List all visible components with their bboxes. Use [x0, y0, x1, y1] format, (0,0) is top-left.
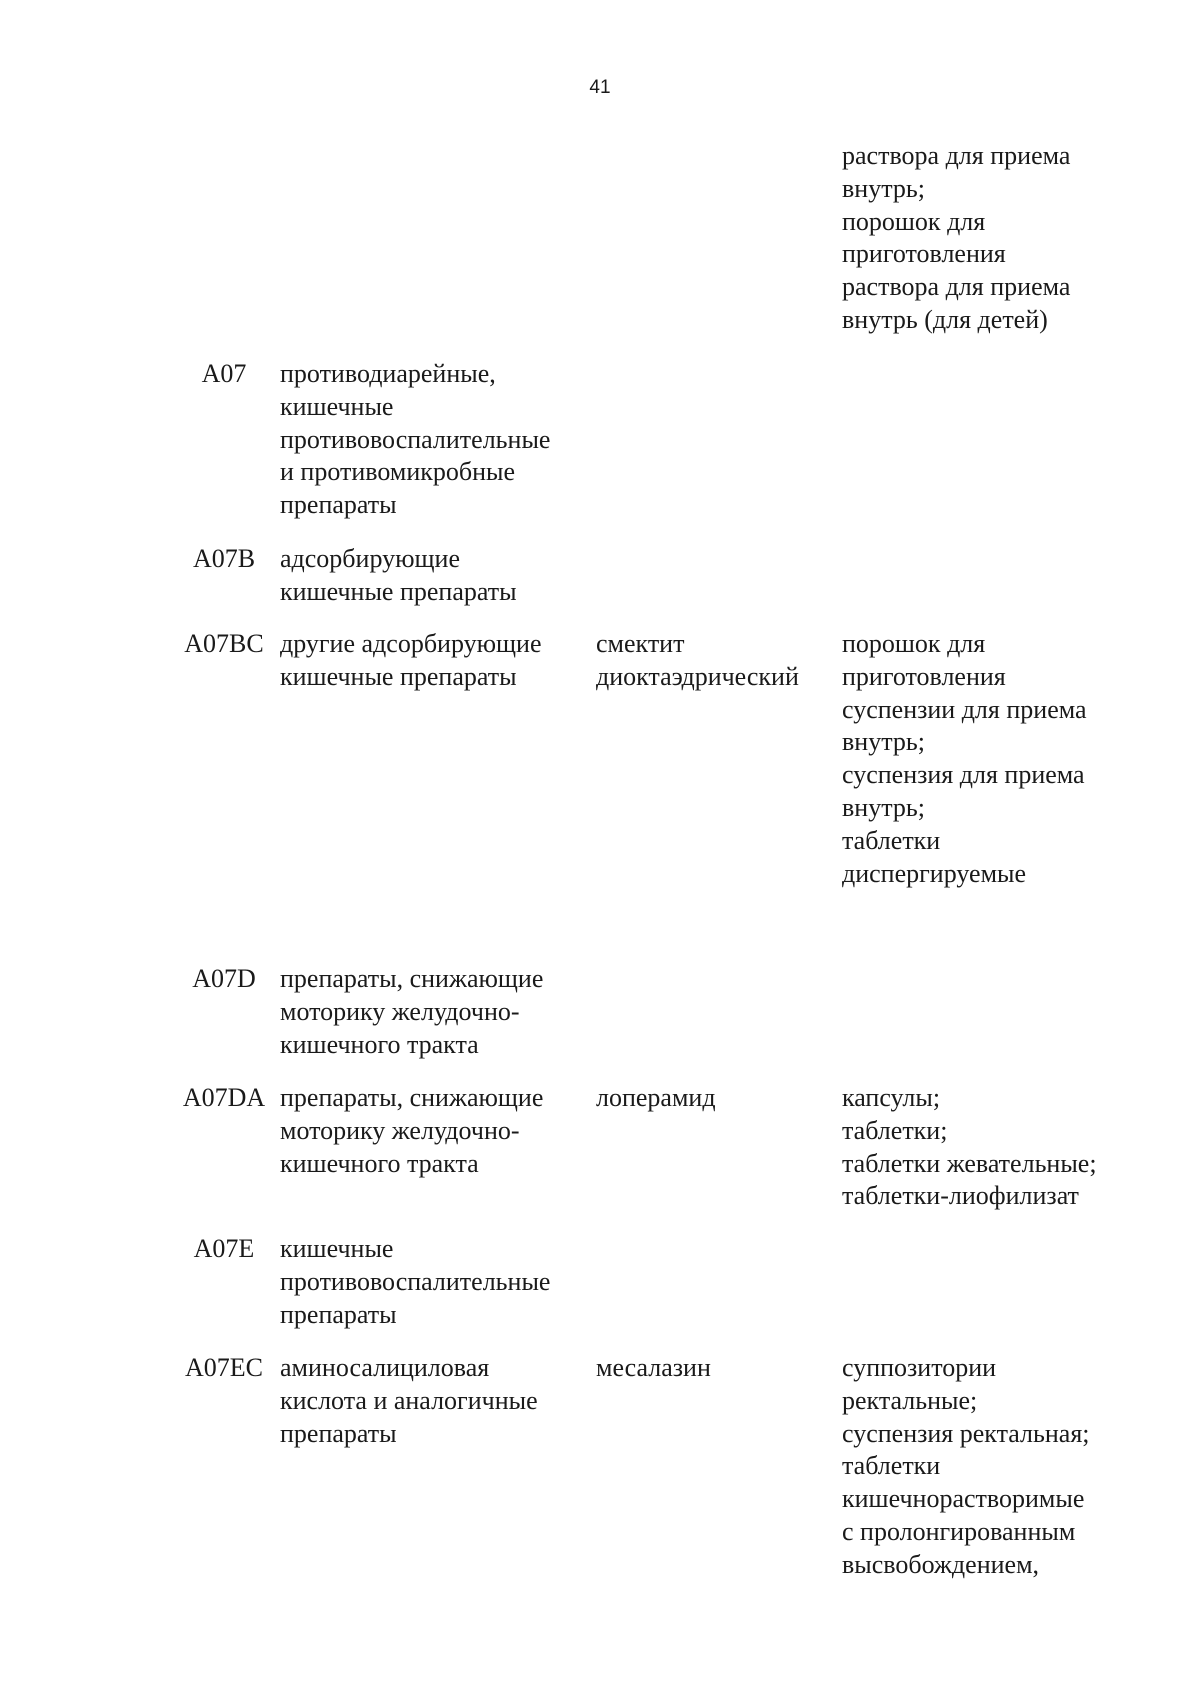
row-name: другие адсорбирующие кишечные препараты — [280, 629, 542, 691]
row-code: A07 — [201, 359, 247, 388]
row-forms: порошок для приготовления суспензии для приема внутрь; суспензия для приема внутрь; таблетки диспергируемые — [842, 629, 1087, 888]
row-drug: лоперамид — [596, 1083, 716, 1112]
row-code: A07DA — [182, 1083, 266, 1112]
row-code: A07EC — [185, 1353, 263, 1382]
row-name: кишечные противовоспалительные препараты — [280, 1234, 551, 1329]
row-code: A07D — [192, 964, 256, 993]
row-code: A07E — [193, 1234, 255, 1263]
row-name: препараты, снижающие моторику желудочно- кишечного тракта — [280, 1083, 544, 1178]
row-code: A07BC — [184, 629, 264, 658]
row-name: адсорбирующие кишечные препараты — [280, 544, 517, 606]
row-drug: смектит диоктаэдрический — [596, 629, 799, 691]
row-forms: суппозитории ректальные; суспензия ректальная; таблетки кишечнорастворимые с пролонгированным высвобождением, — [842, 1353, 1090, 1579]
row-name: противодиарейные, кишечные противовоспалительные и противомикробные препараты — [280, 359, 551, 520]
row-name: препараты, снижающие моторику желудочно- кишечного тракта — [280, 964, 544, 1059]
row-forms: капсулы; таблетки; таблетки жевательные; таблетки-лиофилизат — [842, 1083, 1097, 1211]
row-drug: месалазин — [596, 1353, 711, 1382]
row-code: A07B — [192, 544, 256, 573]
row-name: аминосалициловая кислота и аналогичные препараты — [280, 1353, 538, 1448]
continuation-forms: раствора для приема внутрь; порошок для приготовления раствора для приема внутрь (для детей) — [842, 141, 1071, 334]
page-number: 41 — [589, 77, 611, 98]
